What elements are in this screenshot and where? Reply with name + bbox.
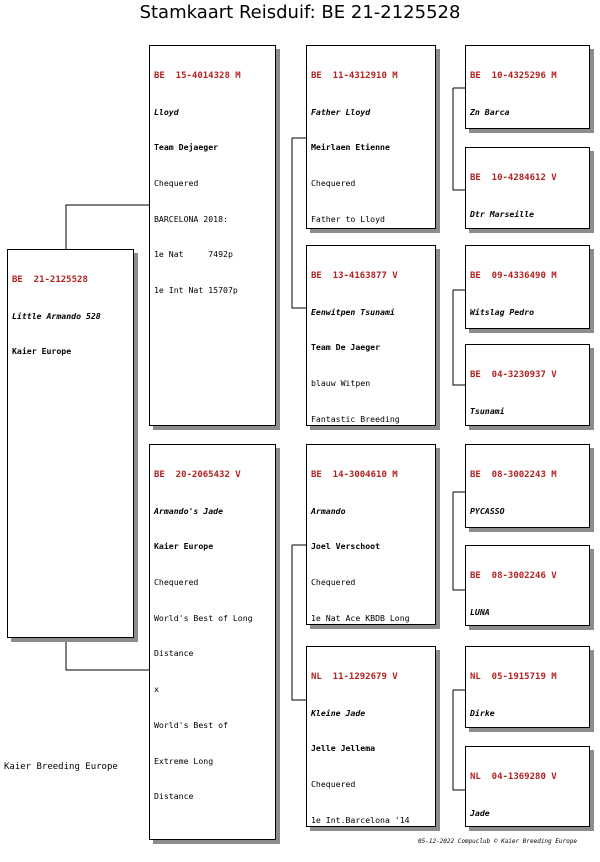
breeder-footer: Kaier Breeding Europe <box>4 762 118 772</box>
info-line: 1e Int.Barcelona '14 <box>311 814 410 825</box>
info-line: Distance <box>154 791 194 802</box>
pigeon-card-sire-dam-dam[interactable] <box>465 344 590 426</box>
pigeon-card-dam-sire-dam[interactable] <box>465 545 590 626</box>
pigeon-name: Father Lloyd <box>311 106 371 117</box>
info-line: Chequered <box>311 177 356 188</box>
pigeon-name: Kleine Jade <box>311 707 366 718</box>
info-line: Chequered <box>311 778 356 789</box>
pigeon-card-dam[interactable] <box>149 444 276 840</box>
pigeon-name: Witslag Pedro <box>470 306 535 317</box>
info-line: x <box>154 684 159 695</box>
pigeon-name: PYCASSO <box>470 505 505 516</box>
pigeon-name: Jade <box>470 807 490 818</box>
pigeon-name: Armando's Jade <box>154 505 224 516</box>
info-line: Father to Lloyd <box>311 213 385 224</box>
ring-number: BE 15-4014328 M <box>154 70 241 81</box>
pigeon-card-sire-sire-sire[interactable] <box>465 45 590 129</box>
info-line: Fantastic Breeding <box>311 413 400 424</box>
owner-name: Kaier Europe <box>154 541 214 552</box>
pigeon-card-dam-dam-sire[interactable] <box>465 646 590 728</box>
ring-number: BE 10-4325296 M <box>470 70 557 81</box>
ring-number: NL 04-1369280 V <box>470 771 557 782</box>
pigeon-name: Little Armando 528 <box>12 310 101 321</box>
pigeon-name: Zn Barca <box>470 106 510 117</box>
owner-name: Jelle Jellema <box>311 743 376 754</box>
ring-number: BE 13-4163877 V <box>311 270 398 281</box>
pigeon-card-dam-dam-dam[interactable] <box>465 746 590 827</box>
info-line: Chequered <box>154 576 199 587</box>
pigeon-name: Tsunami <box>470 405 505 416</box>
pigeon-name: LUNA <box>470 606 490 617</box>
pigeon-name: Eenwitpen Tsunami <box>311 306 395 317</box>
ring-number: BE 08-3002246 V <box>470 570 557 581</box>
ring-number: BE 11-4312910 M <box>311 70 398 81</box>
owner-name: Joel Verschoot <box>311 541 381 552</box>
ring-number: BE 20-2065432 V <box>154 469 241 480</box>
pigeon-name: Dtr Marseille <box>470 208 535 219</box>
ring-number: BE 14-3004610 M <box>311 469 398 480</box>
info-line: blauw Witpen <box>311 377 371 388</box>
ring-number: BE 21-2125528 <box>12 274 88 285</box>
info-line: World's Best of Long <box>154 612 253 623</box>
ring-number: BE 10-4284612 V <box>470 172 557 183</box>
info-line: Distance <box>154 648 194 659</box>
info-line: BARCELONA 2018: <box>154 213 228 224</box>
pigeon-card-sire-dam-sire[interactable] <box>465 245 590 329</box>
print-footer: 05-12-2022 Compuclub © Kaier Breeding Europe <box>418 838 577 845</box>
owner-name: Kaier Europe <box>12 346 72 357</box>
ring-number: BE 08-3002243 M <box>470 469 557 480</box>
owner-name: Meirlaen Etienne <box>311 142 390 153</box>
info-line: World's Best of <box>154 719 228 730</box>
pigeon-card-sire-dam[interactable] <box>306 245 436 426</box>
pigeon-name: Dirke <box>470 707 495 718</box>
info-line: 1e Int Nat 15707p <box>154 285 238 296</box>
pigeon-card-dam-dam[interactable] <box>306 646 436 827</box>
ring-number: NL 11-1292679 V <box>311 671 398 682</box>
info-line: Chequered <box>311 576 356 587</box>
info-line: 1e Nat 7492p <box>154 249 233 260</box>
pigeon-card-dam-sire-sire[interactable] <box>465 444 590 528</box>
ring-number: BE 04-3230937 V <box>470 369 557 380</box>
owner-name: Team De Jaeger <box>311 342 381 353</box>
pigeon-card-sire-sire[interactable] <box>306 45 436 229</box>
ring-number: BE 09-4336490 M <box>470 270 557 281</box>
info-line: 1e Nat Ace KBDB Long <box>311 612 410 623</box>
pigeon-name: Lloyd <box>154 106 179 117</box>
pigeon-name: Armando <box>311 505 346 516</box>
pigeon-card-sire[interactable] <box>149 45 276 426</box>
pigeon-card-subject[interactable] <box>7 249 134 638</box>
pigeon-card-sire-sire-dam[interactable] <box>465 147 590 229</box>
page-title: Stamkaart Reisduif: BE 21-2125528 <box>139 2 461 23</box>
info-line: Extreme Long <box>154 755 214 766</box>
ring-number: NL 05-1915719 M <box>470 671 557 682</box>
info-line: Chequered <box>154 177 199 188</box>
pigeon-card-dam-sire[interactable] <box>306 444 436 625</box>
owner-name: Team Dejaeger <box>154 142 219 153</box>
